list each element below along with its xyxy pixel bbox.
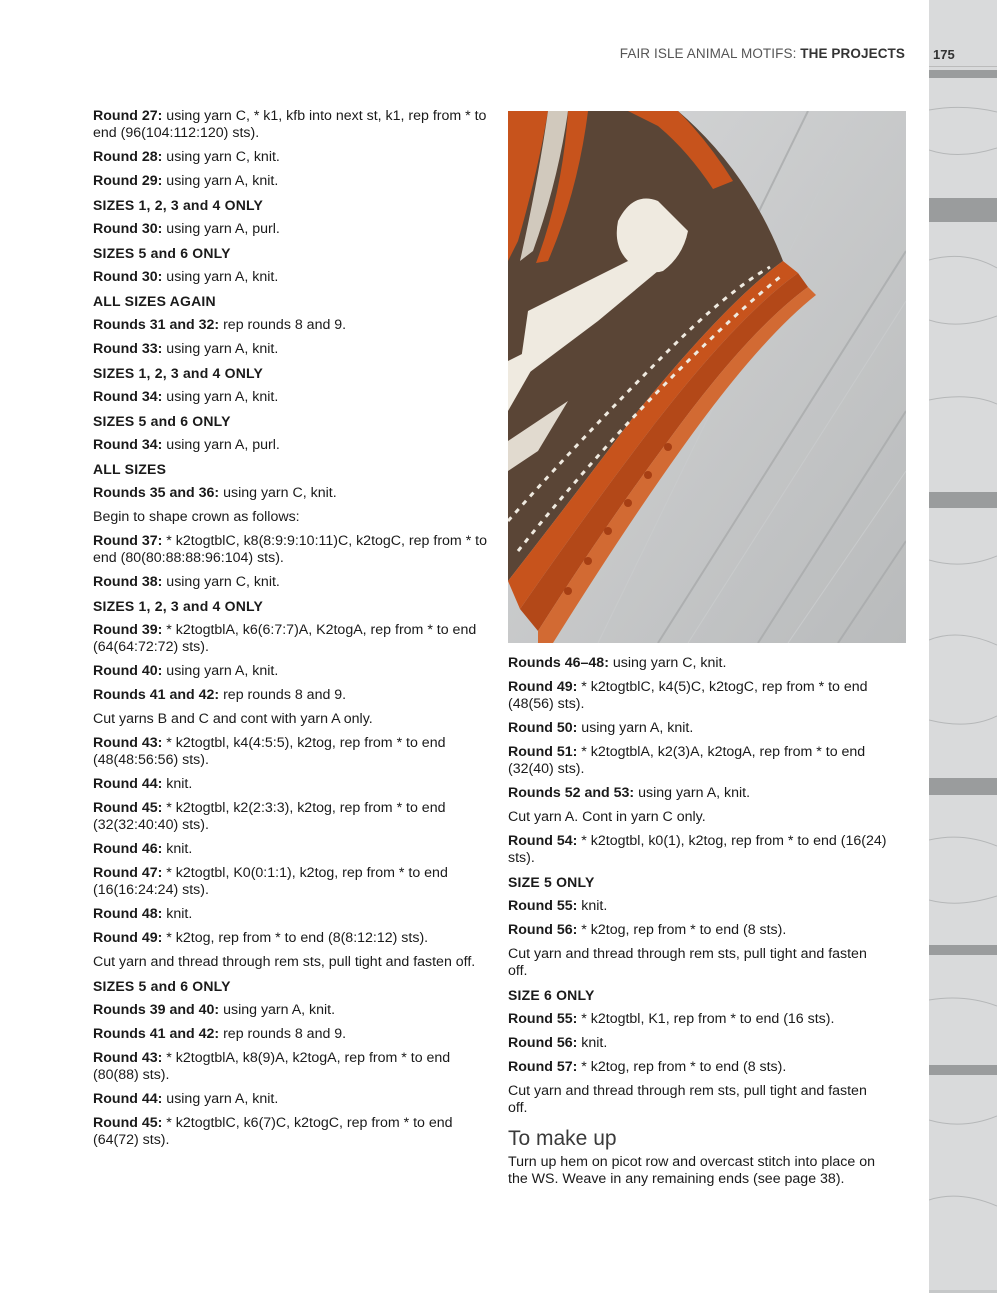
right-column — [508, 655, 888, 1195]
instruction-paragraph — [93, 221, 493, 238]
instruction-text: using yarn A, knit. — [162, 173, 279, 189]
instruction-text: using yarn A, knit. — [219, 1002, 336, 1018]
instruction-text: * k2togtbl, K1, rep from * to end (16 sts). — [577, 1011, 835, 1027]
round-label: Round 45: — [93, 800, 163, 816]
header-section-bold: THE PROJECTS — [800, 46, 905, 61]
page-number: 175 — [933, 47, 955, 62]
instruction-paragraph — [93, 269, 493, 286]
instruction-paragraph — [93, 1002, 493, 1019]
round-label: Round 50: — [508, 720, 578, 736]
instruction-paragraph — [93, 622, 493, 656]
instruction-paragraph — [93, 509, 493, 526]
instruction-paragraph — [508, 1011, 888, 1028]
round-label: Round 39: — [93, 622, 163, 638]
instruction-text: knit. — [162, 776, 193, 792]
knitted-hat-photo — [508, 111, 906, 643]
round-label: Round 27: — [93, 108, 163, 124]
instruction-text: * k2togtblA, k8(9)A, k2togA, rep from * to end (80(88) sts). — [93, 1050, 451, 1083]
round-label: Rounds 35 and 36: — [93, 485, 220, 501]
instruction-paragraph — [93, 341, 493, 358]
instruction-text: * k2togtbl, k2(2:3:3), k2tog, rep from * to end (32(32:40:40) sts). — [93, 800, 446, 833]
instruction-paragraph — [508, 720, 888, 737]
round-label: Round 38: — [93, 574, 163, 590]
instruction-text: using yarn A, knit. — [162, 389, 279, 405]
instruction-paragraph — [93, 930, 493, 947]
instruction-paragraph — [508, 1083, 888, 1117]
instruction-paragraph — [93, 574, 493, 591]
instruction-paragraph — [508, 809, 888, 826]
size-heading: SIZES 5 and 6 ONLY — [93, 978, 231, 994]
round-label: Round 55: — [508, 1011, 578, 1027]
instruction-text: Cut yarn and thread through rem sts, pull tight and fasten off. — [508, 1083, 867, 1116]
instruction-paragraph — [93, 437, 493, 454]
instruction-text: knit. — [577, 898, 608, 914]
round-label: Rounds 41 and 42: — [93, 687, 220, 703]
round-label: Round 33: — [93, 341, 163, 357]
round-label: Rounds 39 and 40: — [93, 1002, 220, 1018]
instruction-text: knit. — [162, 906, 193, 922]
instruction-paragraph — [508, 1035, 888, 1052]
round-label: Round 47: — [93, 865, 163, 881]
round-label: Round 48: — [93, 906, 163, 922]
instruction-text: * k2togtblC, k6(7)C, k2togC, rep from * to end (64(72) sts). — [93, 1115, 453, 1148]
instruction-text: using yarn C, * k1, kfb into next st, k1, rep from * to end (96(104:112:120) sts). — [93, 108, 487, 141]
instruction-paragraph — [93, 906, 493, 923]
instruction-text: rep rounds 8 and 9. — [219, 317, 347, 333]
instruction-text: rep rounds 8 and 9. — [219, 1026, 347, 1042]
round-label: Round 44: — [93, 1091, 163, 1107]
size-heading: SIZES 5 and 6 ONLY — [93, 245, 231, 261]
round-label: Round 57: — [508, 1059, 578, 1075]
instruction-text: using yarn C, knit. — [162, 574, 280, 590]
size-heading: SIZES 1, 2, 3 and 4 ONLY — [93, 197, 264, 213]
round-label: Round 34: — [93, 389, 163, 405]
round-label: Rounds 31 and 32: — [93, 317, 220, 333]
instruction-text: using yarn C, knit. — [219, 485, 337, 501]
instruction-text: Cut yarns B and C and cont with yarn A only. — [93, 711, 373, 727]
instruction-paragraph — [508, 1154, 888, 1188]
instruction-text: * k2togtblA, k6(6:7:7)A, K2togA, rep from * to end (64(64:72:72) sts). — [93, 622, 477, 655]
round-label: Round 56: — [508, 1035, 578, 1051]
round-label: Round 46: — [93, 841, 163, 857]
size-heading: SIZES 1, 2, 3 and 4 ONLY — [93, 365, 264, 381]
instruction-text: * k2togtbl, K0(0:1:1), k2tog, rep from * to end (16(16:24:24) sts). — [93, 865, 448, 898]
instruction-text: * k2tog, rep from * to end (8 sts). — [577, 1059, 787, 1075]
instruction-text: * k2tog, rep from * to end (8 sts). — [577, 922, 787, 938]
instruction-paragraph — [93, 1115, 493, 1149]
wood-background-strip — [929, 0, 997, 1293]
instruction-paragraph — [93, 711, 493, 728]
instruction-paragraph — [93, 800, 493, 834]
instruction-text: using yarn A, knit. — [577, 720, 694, 736]
round-label: Rounds 41 and 42: — [93, 1026, 220, 1042]
instruction-text: * k2togtblA, k2(3)A, k2togA, rep from * to end (32(40) sts). — [508, 744, 866, 777]
size-heading: SIZES 5 and 6 ONLY — [93, 413, 231, 429]
instruction-paragraph — [93, 1026, 493, 1043]
size-heading: ALL SIZES AGAIN — [93, 293, 216, 309]
round-label: Round 56: — [508, 922, 578, 938]
instruction-paragraph — [508, 744, 888, 778]
instruction-paragraph — [508, 679, 888, 713]
round-label: Round 28: — [93, 149, 163, 165]
instruction-paragraph — [93, 533, 493, 567]
round-label: Round 51: — [508, 744, 578, 760]
instruction-text: using yarn A, purl. — [162, 437, 280, 453]
instruction-paragraph — [508, 785, 888, 802]
size-heading: ALL SIZES — [93, 461, 167, 477]
size-heading: SIZE 5 ONLY — [508, 874, 595, 890]
round-label: Round 34: — [93, 437, 163, 453]
instruction-text: Cut yarn A. Cont in yarn C only. — [508, 809, 706, 825]
instruction-paragraph — [93, 1050, 493, 1084]
instruction-paragraph — [93, 687, 493, 704]
header-section: FAIR ISLE ANIMAL MOTIFS: — [619, 46, 797, 61]
instruction-paragraph — [93, 108, 493, 142]
size-heading: SIZE 6 ONLY — [508, 987, 595, 1003]
instruction-text: using yarn A, knit. — [634, 785, 751, 801]
instruction-paragraph — [93, 485, 493, 502]
instruction-text: * k2togtblC, k4(5)C, k2togC, rep from * to end (48(56) sts). — [508, 679, 868, 712]
instruction-text: * k2togtbl, k4(4:5:5), k2tog, rep from * to end (48(48:56:56) sts). — [93, 735, 446, 768]
instruction-text: knit. — [577, 1035, 608, 1051]
instruction-text: using yarn A, knit. — [162, 663, 279, 679]
round-label: Round 29: — [93, 173, 163, 189]
instruction-paragraph — [93, 1091, 493, 1108]
instruction-text: Cut yarn and thread through rem sts, pull tight and fasten off. — [508, 946, 867, 979]
instruction-paragraph — [508, 833, 888, 867]
round-label: Round 49: — [93, 930, 163, 946]
round-label: Round 54: — [508, 833, 578, 849]
instruction-text: using yarn C, knit. — [162, 149, 280, 165]
instruction-text: using yarn C, knit. — [608, 655, 727, 671]
round-label: Round 55: — [508, 898, 578, 914]
instruction-paragraph — [508, 898, 888, 915]
instruction-paragraph — [93, 317, 493, 334]
instruction-text: knit. — [162, 841, 193, 857]
page-number-rule — [929, 66, 997, 67]
round-label: Round 43: — [93, 1050, 163, 1066]
instruction-text: * k2tog, rep from * to end (8(8:12:12) sts). — [162, 930, 429, 946]
instruction-paragraph — [508, 1059, 888, 1076]
instruction-paragraph — [93, 735, 493, 769]
round-label: Round 45: — [93, 1115, 163, 1131]
instruction-text: using yarn A, knit. — [162, 1091, 279, 1107]
instruction-text: using yarn A, knit. — [162, 341, 279, 357]
instruction-paragraph — [508, 655, 888, 672]
left-column — [93, 108, 493, 1156]
instruction-text: * k2togtbl, k0(1), k2tog, rep from * to end (16(24) sts). — [508, 833, 887, 866]
round-label: Round 49: — [508, 679, 578, 695]
instruction-paragraph — [93, 865, 493, 899]
round-label: Rounds 52 and 53: — [508, 785, 635, 801]
instruction-paragraph — [93, 389, 493, 406]
instruction-text: using yarn A, purl. — [162, 221, 280, 237]
instruction-paragraph — [93, 173, 493, 190]
instruction-text: Turn up hem on picot row and overcast stitch into place on the WS. Weave in any remaining ends (see page 38). — [508, 1154, 875, 1187]
running-header — [560, 46, 905, 61]
instruction-paragraph — [93, 776, 493, 793]
round-label: Round 37: — [93, 533, 163, 549]
instruction-paragraph — [93, 841, 493, 858]
instruction-text: Cut yarn and thread through rem sts, pull tight and fasten off. — [93, 954, 476, 970]
round-label: Round 44: — [93, 776, 163, 792]
round-label: Round 43: — [93, 735, 163, 751]
instruction-paragraph — [508, 922, 888, 939]
round-label: Round 30: — [93, 269, 163, 285]
instruction-text: using yarn A, knit. — [162, 269, 279, 285]
instruction-paragraph — [93, 149, 493, 166]
section-title: To make up — [508, 1127, 617, 1150]
round-label: Round 30: — [93, 221, 163, 237]
instruction-text: Begin to shape crown as follows: — [93, 509, 300, 525]
instruction-paragraph — [508, 946, 888, 980]
size-heading: SIZES 1, 2, 3 and 4 ONLY — [93, 598, 264, 614]
round-label: Rounds 46–48: — [508, 655, 609, 671]
instruction-paragraph — [93, 663, 493, 680]
instruction-text: * k2togtblC, k8(8:9:9:10:11)C, k2togC, rep from * to end (80(80:88:88:96:104) sts). — [93, 533, 487, 566]
instruction-paragraph — [93, 954, 493, 971]
instruction-text: rep rounds 8 and 9. — [219, 687, 347, 703]
round-label: Round 40: — [93, 663, 163, 679]
